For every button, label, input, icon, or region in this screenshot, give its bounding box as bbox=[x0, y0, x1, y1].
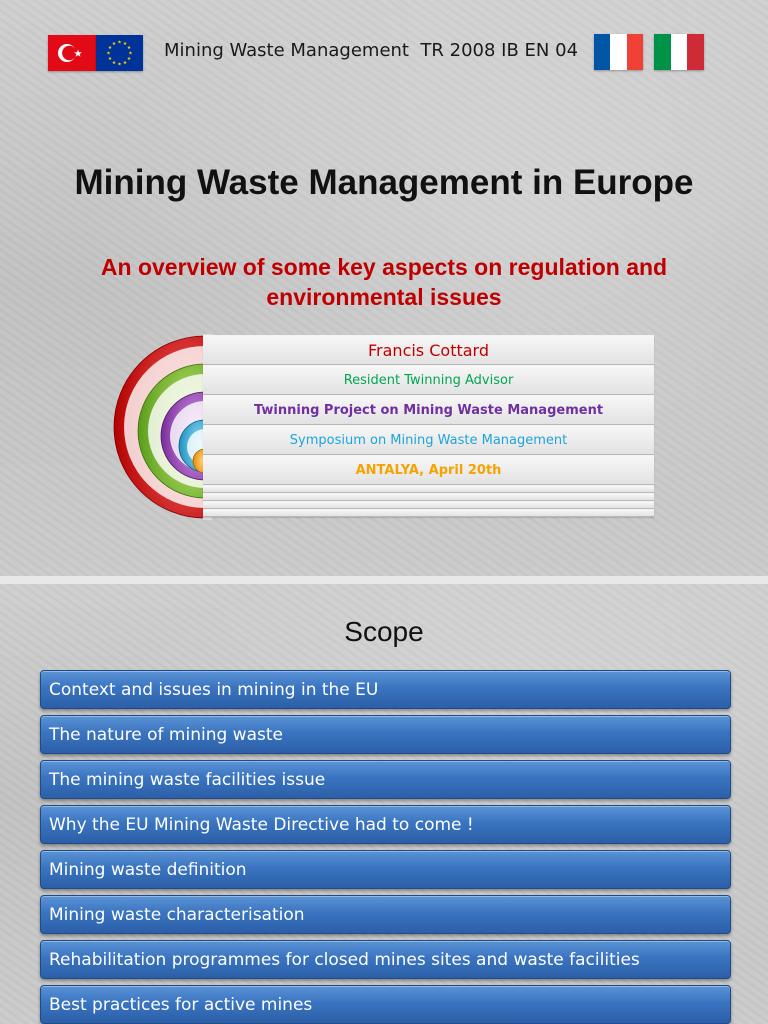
scope-slide bbox=[0, 584, 768, 1024]
scope-item: Rehabilitation programmes for closed mines sites and waste facilities bbox=[40, 940, 731, 979]
scope-item: Context and issues in mining in the EU bbox=[40, 670, 731, 709]
concentric-arcs-graphic bbox=[112, 334, 212, 520]
decorative-row bbox=[203, 509, 654, 517]
eu-star-icon bbox=[108, 57, 112, 60]
eu-star-icon bbox=[127, 46, 131, 49]
eu-flag-icon bbox=[96, 35, 143, 71]
eu-star-icon bbox=[112, 42, 116, 45]
header-text: Mining Waste Management TR 2008 IB EN 04 bbox=[164, 40, 579, 61]
scope-title: Scope bbox=[344, 616, 424, 647]
scope-list bbox=[40, 670, 731, 1024]
eu-star-icon bbox=[127, 57, 131, 60]
decorative-row bbox=[203, 485, 654, 493]
slide-separator bbox=[0, 576, 768, 584]
slide-title: Mining Waste Management in Europe bbox=[74, 163, 694, 202]
eu-star-icon bbox=[108, 46, 112, 49]
eu-star-icon bbox=[123, 61, 127, 64]
event-name: Symposium on Mining Waste Management bbox=[203, 425, 654, 455]
project-name: Twinning Project on Mining Waste Management bbox=[203, 395, 654, 425]
scope-item: The mining waste facilities issue bbox=[40, 760, 731, 799]
eu-star-icon bbox=[112, 61, 116, 64]
eu-star-icon bbox=[129, 51, 133, 54]
presenter-name: Francis Cottard bbox=[203, 335, 654, 365]
event-location-date: ANTALYA, April 20th bbox=[203, 455, 654, 485]
info-rows bbox=[203, 335, 654, 517]
eu-star-icon bbox=[123, 42, 127, 45]
decorative-row bbox=[203, 501, 654, 509]
eu-star-icon bbox=[107, 51, 111, 54]
france-flag-icon bbox=[594, 34, 643, 70]
presenter-role: Resident Twinning Advisor bbox=[203, 365, 654, 395]
eu-star-icon bbox=[118, 40, 122, 43]
scope-item: Best practices for active mines bbox=[40, 985, 731, 1024]
slide-subtitle: An overview of some key aspects on regulation and environmental issues bbox=[100, 254, 668, 310]
eu-star-icon bbox=[118, 62, 122, 65]
scope-item: Why the EU Mining Waste Directive had to come ! bbox=[40, 805, 731, 844]
italy-flag-icon bbox=[654, 34, 704, 70]
decorative-row bbox=[203, 493, 654, 501]
scope-item: Mining waste definition bbox=[40, 850, 731, 889]
scope-item: The nature of mining waste bbox=[40, 715, 731, 754]
turkey-flag-icon bbox=[48, 35, 96, 71]
scope-item: Mining waste characterisation bbox=[40, 895, 731, 934]
